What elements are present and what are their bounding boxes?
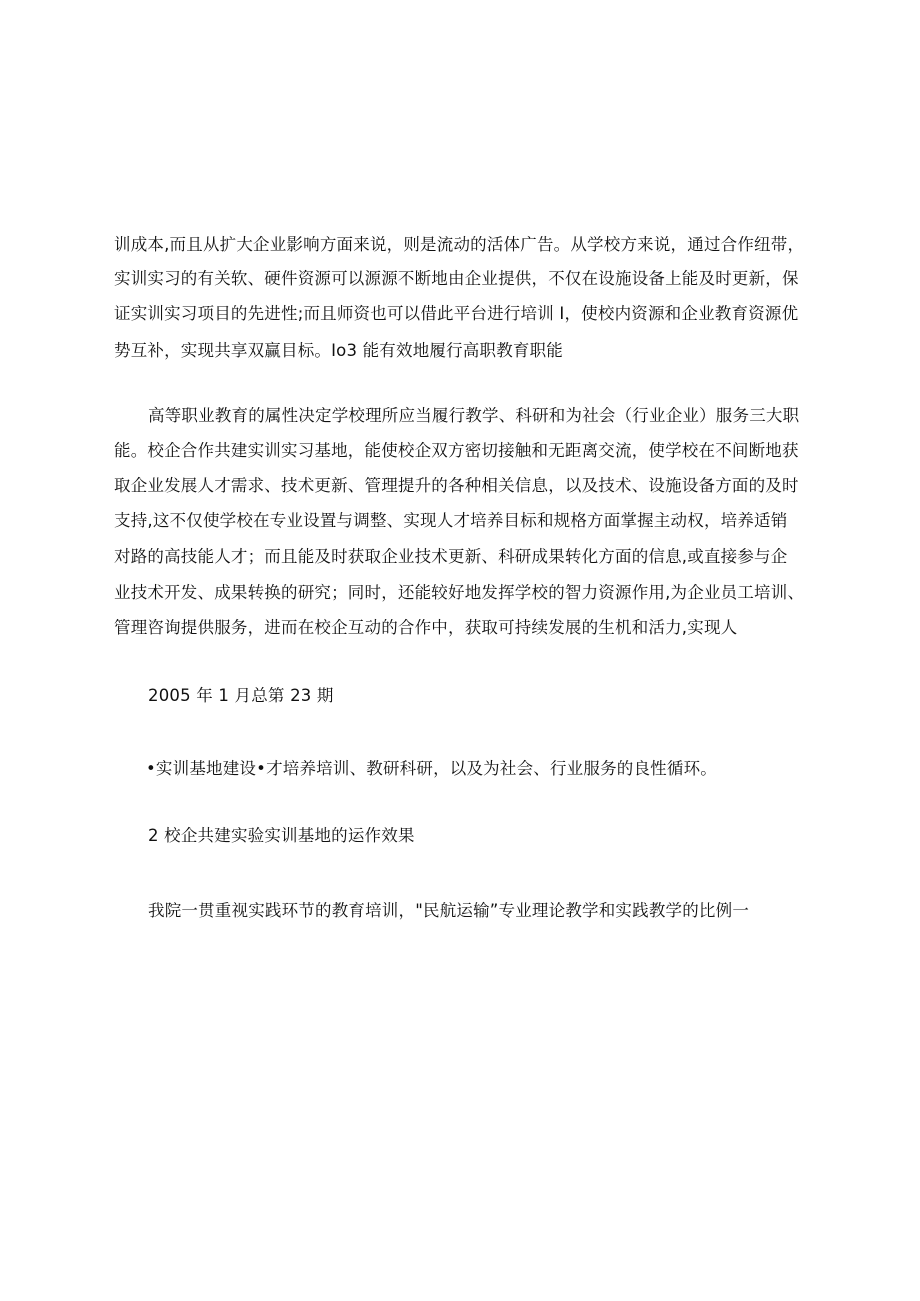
issue-line: 2005 年 1 月总第 23 期 [148, 686, 334, 705]
paragraph-2-line-1: 高等职业教育的属性决定学校理所应当履行教学、科研和为社会（行业企业）服务三大职 [148, 406, 800, 425]
paragraph-1-line-1: 训成本,而且从扩大企业影响方面来说，则是流动的活体广告。从学校方来说，通过合作纽带， [114, 235, 805, 254]
paragraph-1-line-3: 证实训实习项目的先进性;而且师资也可以借此平台进行培训 I，使校内资源和企业教育资源优 [114, 304, 799, 323]
paragraph-2-line-7: 管理咨询提供服务，进而在校企互动的合作中，获取可持续发展的生机和活力,实现人 [114, 618, 738, 637]
paragraph-2-line-2: 能。校企合作共建实训实习基地，能使校企双方密切接触和无距离交流，使学校在不间断地获 [114, 441, 799, 460]
paragraph-3-line-1: 我院一贯重视实践环节的教育培训，"民航运输”专业理论教学和实践教学的比例一 [148, 901, 750, 920]
section-heading: 2 校企共建实验实训基地的运作效果 [148, 826, 415, 845]
paragraph-2-line-5: 对路的高技能人才；而且能及时获取企业技术更新、科研成果转化方面的信息,或直接参与企 [114, 547, 788, 566]
paragraph-2-line-4: 支持,这不仅使学校在专业设置与调整、实现人才培养目标和规格方面掌握主动权，培养适销 [114, 511, 788, 530]
paragraph-2-line-6: 业技术开发、成果转换的研究；同时，还能较好地发挥学校的智力资源作用,为企业员工培训、 [114, 583, 805, 602]
paragraph-1-line-2: 实训实习的有关软、硬件资源可以源源不断地由企业提供，不仅在设施设备上能及时更新，保 [114, 269, 799, 288]
section-line: •实训基地建设•才培养培训、教研科研，以及为社会、行业服务的良性循环。 [146, 759, 717, 778]
paragraph-1-line-4: 势互补，实现共享双赢目标。Io3 能有效地履行高职教育职能 [114, 341, 564, 360]
paragraph-2-line-3: 取企业发展人才需求、技术更新、管理提升的各种相关信息，以及技术、设施设备方面的及时 [114, 476, 799, 495]
